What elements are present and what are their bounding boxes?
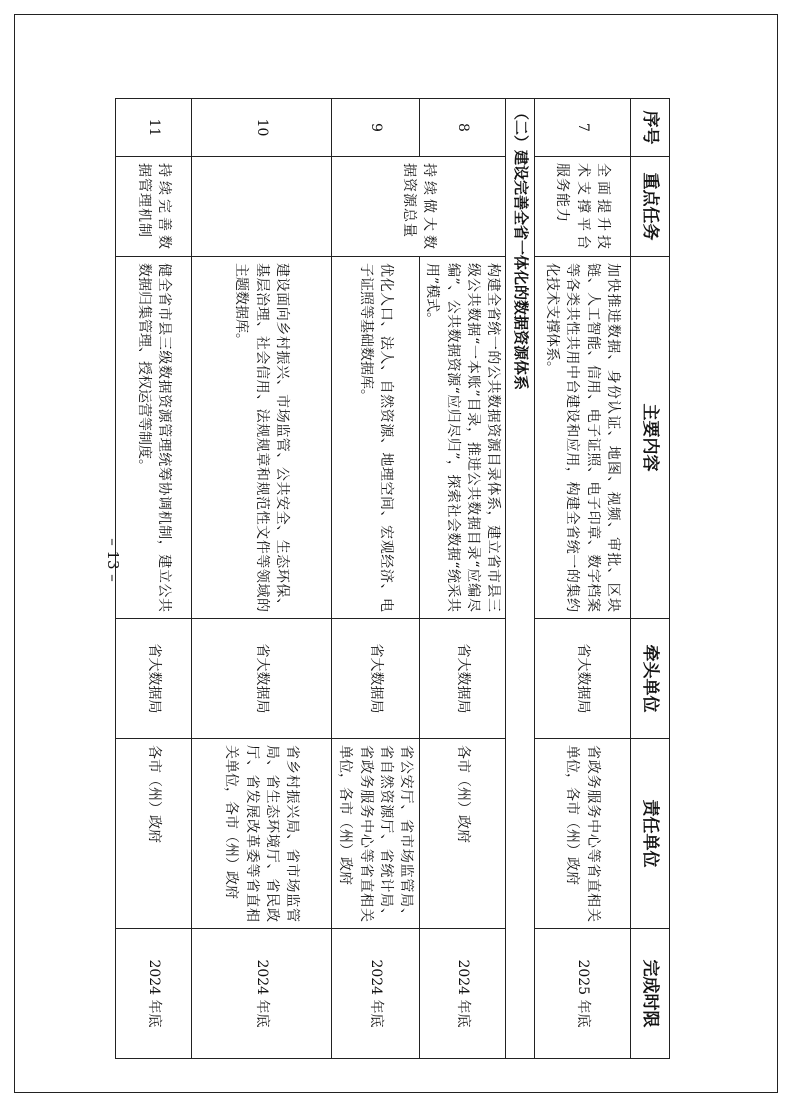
section-title: （二）建设完善全省一体化的数据资源体系	[506, 99, 535, 1059]
row-deadline: 2025 年底	[535, 929, 631, 1059]
header-responsible: 责任单位	[631, 739, 670, 929]
header-task: 重点任务	[631, 157, 670, 257]
row-no: 11	[116, 99, 192, 157]
row-content: 构建全省统一的公共数据资源目录体系，建立省市县三级公共数据“一本账”目录，推进公共数据目录“应编尽编”、公共数据资源“应归尽归”，探索社会数据“统采共用”模式。	[420, 257, 506, 619]
table-header-row	[631, 99, 670, 1059]
row-no: 8	[420, 99, 506, 157]
row-task	[192, 157, 332, 257]
table-row	[535, 99, 631, 1059]
row-responsible: 省公安厅、省市场监管局、省自然资源厅、省统计局、省政务服务中心等省直相关单位，各市（州）政府	[332, 739, 420, 929]
row-responsible: 省乡村振兴局、省市场监管局、省生态环境厅、省民政厅、省发展改革委等省直相关单位，各市（州）政府	[192, 739, 332, 929]
row-deadline: 2024 年底	[116, 929, 192, 1059]
row-no: 10	[192, 99, 332, 157]
table-row	[192, 99, 332, 1059]
row-responsible: 省政务服务中心等省直相关单位，各市（州）政府	[535, 739, 631, 929]
table-row	[420, 99, 506, 1059]
section-row	[506, 99, 535, 1059]
row-content: 建设面向乡村振兴、市场监管、公共安全、生态环保、基层治理、社会信用、法规规章和规范性文件等领域的主题数据库。	[192, 257, 332, 619]
row-no: 9	[332, 99, 420, 157]
header-lead: 牵头单位	[631, 619, 670, 739]
rotated-table-container	[135, 98, 670, 1058]
row-lead: 省大数据局	[535, 619, 631, 739]
row-lead: 省大数据局	[332, 619, 420, 739]
task-table	[115, 98, 670, 1059]
row-lead: 省大数据局	[116, 619, 192, 739]
header-no: 序号	[631, 99, 670, 157]
row-task: 持续完善数据管理机制	[116, 157, 192, 257]
row-content: 加快推进数据、身份认证、地图、视频、审批、区块链、人工智能、信用、电子证照、电子印章、数字档案等各类共性共用中台建设和应用，构建全省统一的集约化技术支撑体系。	[535, 257, 631, 619]
page-number	[98, 530, 128, 590]
row-no: 7	[535, 99, 631, 157]
header-content: 主要内容	[631, 257, 670, 619]
row-lead: 省大数据局	[192, 619, 332, 739]
page-number-text: – 13 –	[104, 538, 122, 582]
row-deadline: 2024 年底	[420, 929, 506, 1059]
row-lead: 省大数据局	[420, 619, 506, 739]
row-responsible: 各市（州）政府	[116, 739, 192, 929]
row-content: 健全省市县三级数据资源管理统筹协调机制，建立公共数据归集管理、授权运营等制度。	[116, 257, 192, 619]
row-task: 全面提升技术支撑平台服务能力	[535, 157, 631, 257]
row-responsible: 各市（州）政府	[420, 739, 506, 929]
row-content: 优化人口、法人、自然资源、地理空间、宏观经济、电子证照等基础数据库。	[332, 257, 420, 619]
header-deadline: 完成时限	[631, 929, 670, 1059]
row-deadline: 2024 年底	[332, 929, 420, 1059]
row-task: 持续做大数据资源总量	[332, 157, 506, 257]
row-deadline: 2024 年底	[192, 929, 332, 1059]
